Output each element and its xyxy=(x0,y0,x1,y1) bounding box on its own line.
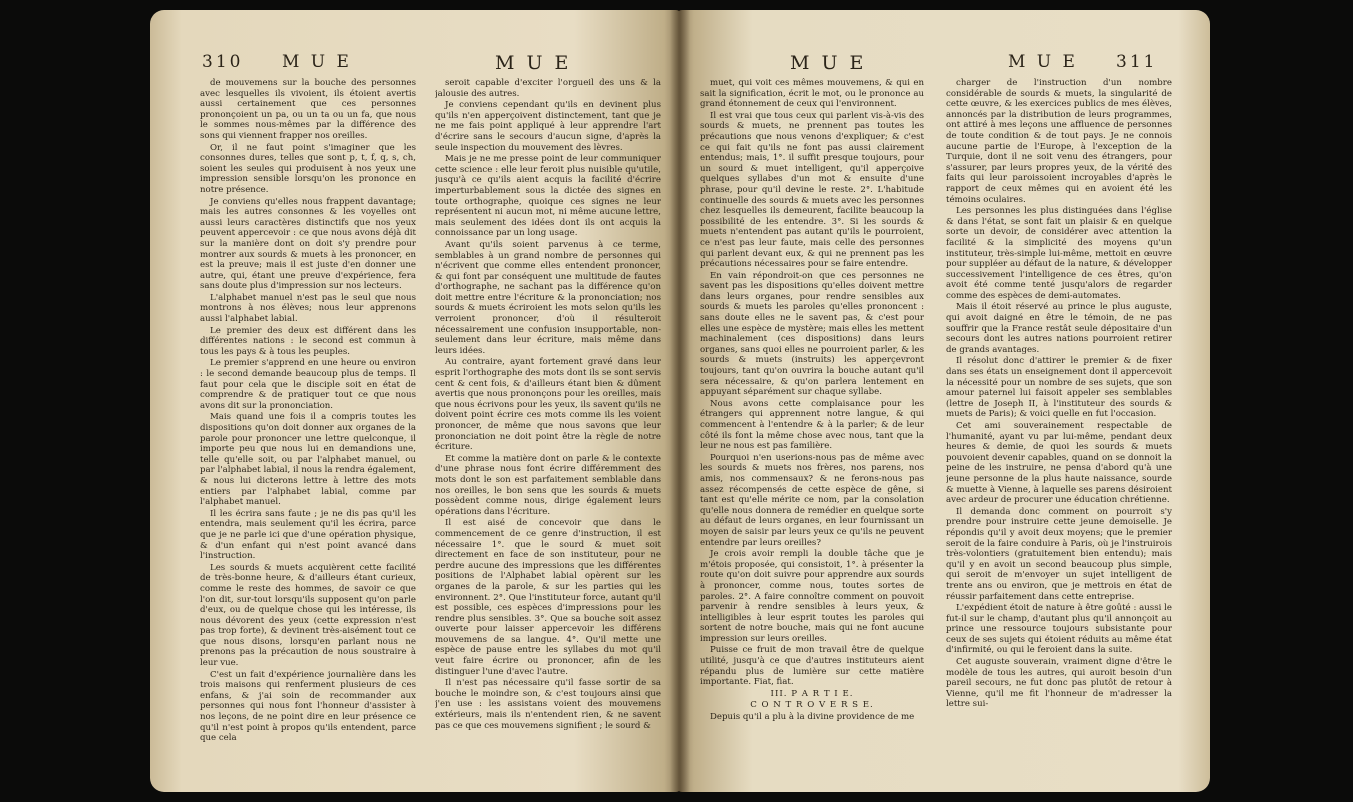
paragraph: Il n'est pas nécessaire qu'il fasse sortir de sa bouche le moindre son, & c'est toujours ainsi que j'en use : les assistans voient des mouvemens extérieurs, mais ils n'entendent rien, & ne savent pas ce que ces mouvemens signifient ; le sourd & xyxy=(435,678,661,731)
paragraph: Je conviens cependant qu'ils en devinent plus qu'ils n'en apperçoivent distinctement, tant que je ne me fais point appliqué à leur apprendre l'art d'écrire sans le secours d'aucun signe, d'après la seule inspection du mouvement des lèvres. xyxy=(435,100,661,153)
paragraph: charger de l'instruction d'un nombre considérable de sourds & muets, la singularité de cette œuvre, & les exercices publics de mes élèves, annoncés par la distribution de leurs programmes, ont attiré à mes leçons une affluence de personnes de toute condition & de tout pays. Je ne connois aucune partie de l'Europe, à l'exception de la Turquie, dont il ne soit venu des étrangers, pour s'assurer, par leurs propres yeux, de la vérité des faits qui leur paroissoient incroyables d'après le rapport de ceux mêmes qui en avoient été les témoins oculaires. xyxy=(946,78,1172,205)
paragraph: Mais quand une fois il a compris toutes les dispositions qu'on doit donner aux organes de la parole pour prononcer une lettre quelconque, il importe peu que nous lui en demandions une, telle qu'elle soit, ou par l'alphabet manuel, ou par l'alphabet labial, il nous la rendra également, & nous lui dicterons lettre à lettre des mots entiers par l'alphabet labial, comme par l'alphabet manuel. xyxy=(200,412,416,508)
paragraph: Je crois avoir rempli la double tâche que je m'étois proposée, qui consistoit, 1°. à présenter la route qu'on doit suivre pour apprendre aux sourds à prononcer, comme nous, toutes sortes de paroles. 2°. A faire connoître comment on pouvoit parvenir à rendre sensibles à leurs yeux, & intelligibles à leur esprit toutes les paroles qui sortent de notre bouche, mais qui ne font aucune impression sur leurs oreilles. xyxy=(700,549,924,644)
paragraph: C'est un fait d'expérience journalière dans les trois maisons qui renferment plusieurs de ces enfans, & j'ai soin de recommander aux personnes qui nous font l'honneur d'assister à nos leçons, de ne point dire en leur présence ce qu'il n'est point à propos qu'ils entendent, parce que cela xyxy=(200,669,416,744)
page-number-right: 311 xyxy=(1116,52,1158,72)
paragraph: Il est aisé de concevoir que dans le commencement de ce genre d'instruction, il est nécessaire 1°. que le sourd & muet soit directement en face de son instituteur, pour ne perdre aucune des impressions que les différentes positions de l'Alphabet labial opèrent sur les organes de la parole, & sur les parties qui les environnent. 2°. Que l'instituteur force, autant qu'il est possible, ces espèces d'impressions pour les rendre plus sensibles. 3°. Que sa bouche soit assez ouverte pour laisser appercevoir les différens mouvemens de sa langue. 4°. Qu'il mette une espèce de pause entre les syllabes du mot qu'il veut faire écrire ou prononcer, afin de les distinguer l'une d'avec l'autre. xyxy=(435,518,661,677)
right-page-column-1 xyxy=(700,78,924,778)
paragraph: III. P A R T I E. xyxy=(770,688,854,699)
paragraph: Nous avons cette complaisance pour les étrangers qui apprennent notre langue, & qui commencent à l'entendre & à la parler; & de leur côté ils font la même chose avec nous, tant que la leur ne nous est pas familière. xyxy=(700,398,924,452)
paragraph: Or, il ne faut point s'imaginer que les consonnes dures, telles que sont p, t, f, q, s, ch, soient les seules qui produisent à nos yeux une impression sensible lorsqu'on les prononce en notre présence. xyxy=(200,142,416,195)
left-page-column-1 xyxy=(200,78,416,778)
paragraph: Au contraire, ayant fortement gravé dans leur esprit l'orthographe des mots dont ils se sont servis cent & cent fois, & d'ailleurs étant bien & dûment avertis que nous prononçons pour les oreilles, mais que nous écrivons pour les yeux, ils savent qu'ils ne doivent point écrire ces mots comme ils les voient prononcer, de même que nous savons que leur prononciation ne doit point être la règle de notre écriture. xyxy=(435,357,661,453)
paragraph: Avant qu'ils soient parvenus à ce terme, semblables à un grand nombre de personnes qui n'écrivent que comme elles entendent prononcer, & qui font par conséquent une multitude de fautes d'orthographe, ne sachant pas la différence qu'on doit mettre entre l'écriture & la prononciation; nos sourds & muets écriroient les mots selon qu'ils les verroient prononcer, d'où il résulteroit nécessairement une confusion insupportable, non-seulement dans leur écriture, mais même dans leurs idées. xyxy=(435,239,661,356)
left-page-header xyxy=(150,52,680,74)
paragraph: Cet ami souverainement respectable de l'humanité, ayant vu par lui-même, pendant deux heures & demie, de quoi les sourds & muets pouvoient devenir capables, quand on se donnoit la peine de les instruire, ne pensa d'abord qu'à une jeune personne de la plus haute naissance, sourde & muette à Vienne, à laquelle ses parens désiroient avec ardeur de procurer une éducation chrétienne. xyxy=(946,421,1172,506)
paragraph: Le premier des deux est différent dans les différentes nations : le second est commun à tous les pays & à tous les peuples. xyxy=(200,325,416,357)
paragraph: Il résolut donc d'attirer le premier & de fixer dans ses états un enseignement dont il appercevoit la nécessité pour un nombre de ses sujets, que son amour paternel lui faisoit appeler ses semblables (lettre de Joseph II, à l'instituteur des sourds & muets de Paris); & voici quelle en fut l'occasion. xyxy=(946,356,1172,420)
paragraph: C O N T R O V E R S E. xyxy=(750,700,874,711)
paragraph: Mais il étoit réservé au prince le plus auguste, qui avoit daigné en être le témoin, de ne pas souffrir que la France restât seule dépositaire d'un secours dont les autres nations pourroient retirer de grands avantages. xyxy=(946,302,1172,355)
paragraph: Les personnes les plus distinguées dans l'église & dans l'état, se sont fait un plaisir & en quelque sorte un devoir, de considérer avec attention la facilité & la simplicité des moyens qu'un instituteur, très-simple lui-même, mettoit en œuvre pour suppléer au défaut de la nature, & développer successivement l'intelligence de ces êtres, qu'on avoit été comme tenté jusqu'alors de regarder comme des espèces de demi-automates. xyxy=(946,206,1172,301)
right-page-header xyxy=(678,52,1210,74)
book-spread xyxy=(150,10,1210,792)
paragraph: seroit capable d'exciter l'orgueil des uns & la jalousie des autres. xyxy=(435,78,661,99)
paragraph: de mouvemens sur la bouche des personnes avec lesquelles ils vivoient, ils étoient avertis aussi certainement que ces personnes prononçoient un pa, ou un ta ou un fa, que nous le sommes nous-mêmes par la différence des sons qui viennent frapper nos oreilles. xyxy=(200,78,416,141)
paragraph: Mais je ne me presse point de leur communiquer cette science : elle leur feroit plus nuisible qu'utile, jusqu'à ce qu'ils aient acquis la facilité d'écrire imperturbablement sous la dictée des signes en toute orthographe, quoique ces signes ne leur représentent ni aucun mot, ni même aucune lettre, mais seulement des idées dont ils ont acquis la connoissance par un long usage. xyxy=(435,154,661,239)
paragraph: Il demanda donc comment on pourroit s'y prendre pour instruire cette jeune demoiselle. Je répondis qu'il y avoit deux moyens; que le premier seroit de la faire conduire à Paris, où je l'instruirois très-volontiers (gratuitement bien entendu); mais qu'il y en avoit un second beaucoup plus simple, qui seroit de m'envoyer un sujet intelligent de trente ans ou environ, que je mettrois en état de réussir parfaitement dans cette entreprise. xyxy=(946,506,1172,602)
paragraph: muet, qui voit ces mêmes mouvemens, & qui en sait la signification, écrit le mot, ou le prononce au grand étonnement de ceux qui l'environnent. xyxy=(700,78,924,110)
page-number-left: 310 xyxy=(202,52,244,72)
paragraph: Puisse ce fruit de mon travail être de quelque utilité, jusqu'à ce que d'autres instituteurs aient répandu plus de lumière sur cette matière importante. Fiat, fiat. xyxy=(700,645,924,688)
paragraph: Les sourds & muets acquièrent cette facilité de très-bonne heure, & d'ailleurs étant curieux, comme le reste des hommes, de savoir ce que l'on dit, sur-tout lorsqu'ils supposent qu'on parle d'eux, ou de quelque chose qui les intéresse, ils nous dévorent des yeux (cette expression n'est pas trop forte), & devinent très-aisément tout ce que nous disons, lorsqu'en parlant nous ne prenons pas la précaution de nous soustraire à leur vue. xyxy=(200,562,416,669)
paragraph: Le premier s'apprend en une heure ou environ : le second demande beaucoup plus de temps. Il faut pour cela que le disciple soit en état de comprendre & de pratiquer tout ce que nous avons dit sur la prononciation. xyxy=(200,358,416,411)
paragraph: Pourquoi n'en userions-nous pas de même avec les sourds & muets nos frères, nos parens, nos amis, nos commensaux? & ne ferons-nous pas assez récompensés de cette espèce de gêne, si tant est qu'elle mérite ce nom, par la consolation qu'elle nous donnera de remédier en quelque sorte au défaut de leurs organes, en leur fournissant un moyen de saisir par leurs yeux ce qu'ils ne peuvent entendre par leurs oreilles? xyxy=(700,452,924,548)
right-page-column-2 xyxy=(946,78,1172,778)
paragraph: L'alphabet manuel n'est pas le seul que nous montrons à nos élèves; nous leur apprenons aussi l'alphabet labial. xyxy=(200,292,416,325)
paragraph: Je conviens qu'elles nous frappent davantage; mais les autres consonnes & les voyelles ont aussi leurs caractères distinctifs que nos yeux peuvent appercevoir : ce que nous avons déjà dit sur la manière dont on doit s'y prendre pour montrer aux sourds & muets à les prononcer, en est la preuve; mais il est juste d'en donner une autre, qui, étant une preuve d'expérience, fera sans doute plus d'impression sur nos lecteurs. xyxy=(200,196,416,292)
paragraph: L'expédient étoit de nature à être goûté : aussi le fut-il sur le champ, d'autant plus qu'il annonçoit au prince une ressource toujours subsistante pour ceux de ses sujets qui étoient réduits au même état d'infirmité, ou qui le feroient dans la suite. xyxy=(946,603,1172,656)
paragraph: Il les écrira sans faute ; je ne dis pas qu'il les entendra, mais seulement qu'il les écrira, parce que je ne parle ici que d'une opération physique, & d'un enfant qui n'est point avancé dans l'instruction. xyxy=(200,508,416,562)
right-page xyxy=(678,10,1210,792)
running-head-right-outer: M U E xyxy=(1008,52,1078,72)
book-gutter xyxy=(670,10,690,792)
left-page xyxy=(150,10,680,792)
paragraph: Cet auguste souverain, vraiment digne d'être le modèle de tous les autres, qui auroit besoin d'un pareil secours, ne fut donc pas plutôt de retour à Vienne, qu'il me fit l'honneur de m'adresser la lettre sui- xyxy=(946,657,1172,710)
paragraph: Il est vrai que tous ceux qui parlent vis-à-vis des sourds & muets, ne prennent pas toutes les précautions que nous venons d'expliquer; & c'est ce qui fait qu'ils ne font pas aussi clairement entendus; mais, 1°. il suffit presque toujours, pour un sourd & muet intelligent, qu'il apperçoive quelques syllabes d'un mot & ensuite d'une phrase, pour qu'il devine le reste. 2°. L'habitude continuelle des sourds & muets avec les personnes chez lesquelles ils demeurent, facilite beaucoup la possibilité de les entendre. 3°. Si les sourds & muets n'entendent pas autant qu'ils le pourroient, ce n'est pas leur faute, mais celle des personnes qui parlent devant eux, & qui ne prennent pas les précautions nécessaires pour se faire entendre. xyxy=(700,110,924,270)
left-page-column-2 xyxy=(435,78,661,778)
paragraph: En vain répondroit-on que ces personnes ne savent pas les dispositions qu'elles doivent mettre dans leurs organes, pour rendre sensibles aux sourds & muets les paroles qu'elles prononcent : sans doute elles ne le savent pas, & c'est pour elles une espèce de mystère; mais elles les mettent machinalement (ces dispositions) dans leurs organes, sans quoi elles ne pourroient parler, & les sourds & muets (instruits) les apperçevront toujours, tant qu'on ouvrira la bouche autant qu'il sera nécessaire, & qu'on parlera lentement en appuyant séparément sur chaque syllabe. xyxy=(700,270,924,398)
running-head-left-outer: M U E xyxy=(282,52,352,72)
paragraph: Depuis qu'il a plu à la divine providence de me xyxy=(710,712,915,723)
paragraph: Et comme la matière dont on parle & le contexte d'une phrase nous font écrire différemment des mots dont le son est parfaitement semblable dans nos oreilles, le bon sens que les sourds & muets possèdent comme nous, dirige également leurs opérations dans l'écriture. xyxy=(435,453,661,517)
running-head-left-inner: M U E xyxy=(495,52,572,74)
running-head-right-inner: M U E xyxy=(790,52,867,74)
